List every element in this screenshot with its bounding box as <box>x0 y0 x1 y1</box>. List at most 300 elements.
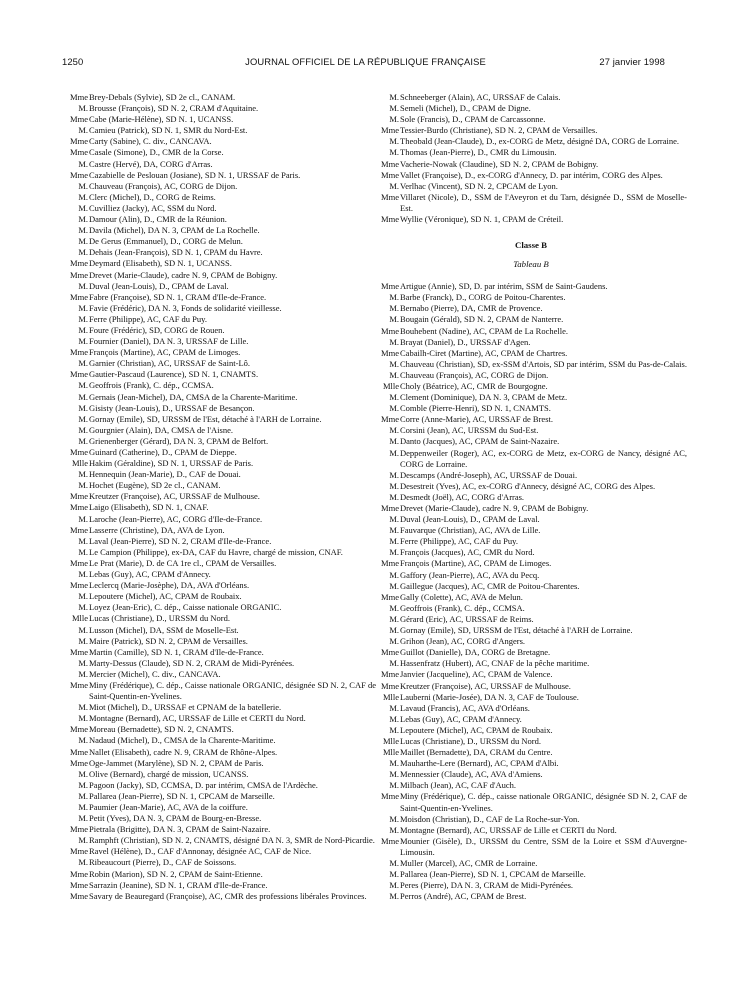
list-item <box>64 325 376 336</box>
entry-text: Lasserre (Christine), DA, AVA de Lyon. <box>89 524 225 535</box>
entry-text: Grienenberger (Gérard), DA N. 3, CPAM de Belfort. <box>89 435 269 446</box>
entry-text: Gornay (Emile), SD, URSSM de l'Est, détaché à l'ARH de Lorraine. <box>89 413 322 424</box>
title-of-address: Mme <box>70 502 88 513</box>
title-of-address: M. <box>389 358 399 369</box>
list-item <box>64 147 376 158</box>
entry-text: De Gerus (Emmanuel), D., CORG de Melun. <box>89 236 243 247</box>
entry-text: Choly (Béatrice), AC, CMR de Bourgogne. <box>400 380 548 391</box>
list-item <box>64 358 376 369</box>
title-of-address: Mme <box>381 835 399 846</box>
entry-text: Oge-Jammet (Marylène), SD N. 2, CPAM de Paris. <box>89 757 264 768</box>
list-item <box>64 380 376 391</box>
entry-text: Sole (Francis), D., CPAM de Carcassonne. <box>400 114 546 125</box>
entry-text: Tessier-Burdo (Christiane), SD N. 2, CPAM de Versailles. <box>400 125 598 136</box>
title-of-address: Mme <box>381 347 399 358</box>
list-item <box>375 448 687 470</box>
entry-text: Chauveau (François), AC, CORG de Dijon. <box>89 180 238 191</box>
entry-text: Maillet (Bernadette), DA, CRAM du Centre. <box>400 747 553 758</box>
title-of-address: M. <box>389 447 399 458</box>
list-item <box>375 114 687 125</box>
list-item <box>375 636 687 647</box>
list-item <box>375 880 687 891</box>
title-of-address: Mme <box>381 191 399 202</box>
list-item <box>64 458 376 469</box>
list-item <box>375 281 687 292</box>
entry-text: Dehais (Jean-François), SD N. 1, CPAM du Havre. <box>89 247 263 258</box>
list-item <box>375 681 687 692</box>
entry-text: Montagne (Bernard), AC, URSSAF de Lille et CERTI du Nord. <box>400 824 617 835</box>
title-of-address: M. <box>78 735 88 746</box>
list-item <box>375 125 687 136</box>
entry-text: Favie (Frédéric), DA N. 3, Fonds de solidarité vieillesse. <box>89 302 282 313</box>
entry-text: Duval (Jean-Louis), D., CPAM de Laval. <box>400 514 540 525</box>
list-item <box>64 392 376 403</box>
list-item <box>375 314 687 325</box>
list-item <box>64 625 376 636</box>
entry-text: Carty (Sabine), C. div., CANCAVA. <box>89 136 212 147</box>
list-item <box>64 114 376 125</box>
title-of-address: M. <box>78 225 88 236</box>
title-of-address: M. <box>389 525 399 536</box>
title-of-address: M. <box>389 580 399 591</box>
entry-text: Theobald (Jean-Claude), D., ex-CORG de Metz, désigné DA, CORG de Lorraine. <box>400 136 680 147</box>
title-of-address: M. <box>78 435 88 446</box>
entry-text: Casale (Simone), D., CMR de la Corse. <box>89 147 224 158</box>
entry-text: Fournier (Daniel), DA N. 3, URSSAF de Lille. <box>89 336 249 347</box>
entry-text: Lebas (Guy), AC, CPAM d'Annecy. <box>400 713 522 724</box>
entry-text: Hennequin (Jean-Marie), D., CAF de Douai. <box>89 469 241 480</box>
list-item <box>375 326 687 337</box>
list-item <box>64 613 376 624</box>
list-item <box>375 869 687 880</box>
list-item <box>64 103 376 114</box>
list-item <box>375 592 687 603</box>
list-item <box>64 491 376 502</box>
entry-text: Olive (Bernard), chargé de mission, UCANSS. <box>89 768 249 779</box>
entry-text: Mennessier (Claude), AC, AVA d'Amiens. <box>400 769 543 780</box>
entry-text: Brey-Debals (Sylvie), SD 2e cl., CANAM. <box>89 92 236 102</box>
list-item <box>375 147 687 158</box>
entry-text: Kreutzer (Françoise), AC, URSSAF de Mulhouse. <box>400 680 571 691</box>
title-of-address: M. <box>389 824 399 835</box>
list-item <box>64 669 376 680</box>
entry-text: Hakim (Géraldine), SD N. 1, URSSAF de Paris. <box>89 458 254 469</box>
entry-text: Ribeaucourt (Pierre), D., CAF de Soissons. <box>89 857 237 868</box>
list-item <box>64 747 376 758</box>
list-item <box>375 891 687 902</box>
list-item <box>64 125 376 136</box>
entry-text: Gaffory (Jean-Pierre), AC, AVA du Pecq. <box>400 569 540 580</box>
entry-text: Drevet (Marie-Claude), cadre N. 9, CPAM de Bobigny. <box>89 269 278 280</box>
list-item <box>64 591 376 602</box>
list-item <box>64 303 376 314</box>
entry-text: Vallet (Françoise), D., ex-CORG d'Annecy, D. par intérim, CORG des Alpes. <box>400 169 663 180</box>
list-item <box>375 348 687 359</box>
entry-text: Paumier (Jean-Marie), AC, AVA de la coiffure. <box>89 802 248 812</box>
title-of-address: M. <box>389 780 399 791</box>
list-item <box>375 470 687 481</box>
title-of-address: M. <box>389 758 399 769</box>
entry-text: Ramphft (Christian), SD N. 2, CNAMTS, désigné DA N. 3, SMR de Nord-Picardie. <box>89 835 375 846</box>
title-of-address: M. <box>78 214 88 225</box>
entry-text: Lusson (Michel), DA, SSM de Moselle-Est. <box>89 624 239 635</box>
list-item <box>375 725 687 736</box>
list-item <box>375 736 687 747</box>
list-item <box>375 503 687 514</box>
title-of-address: M. <box>78 413 88 424</box>
entry-text: Garnier (Christian), AC, URSSAF de Saint-Lô. <box>89 358 251 369</box>
entry-text: Bougain (Gérald), SD N. 2, CPAM de Nanterre. <box>400 314 564 325</box>
list-item <box>64 647 376 658</box>
list-item <box>64 281 376 292</box>
entry-text: Gautier-Pascaud (Laurence), SD N. 1, CNAMTS. <box>89 369 259 380</box>
title-of-address: Mme <box>70 746 88 757</box>
entry-text: Davila (Michel), DA N. 3, CPAM de La Rochelle. <box>89 225 260 236</box>
entry-text: Verlhac (Vincent), SD N. 2, CPCAM de Lyon. <box>400 180 558 191</box>
title-of-address: M. <box>389 880 399 891</box>
entry-text: Hassenfratz (Hubert), AC, CNAF de la pêche maritime. <box>400 658 590 669</box>
list-item <box>64 758 376 769</box>
title-of-address: M. <box>78 657 88 668</box>
title-of-address: Mme <box>70 890 88 901</box>
title-of-address: M. <box>78 790 88 801</box>
entry-text: Lepoutere (Michel), AC, CPAM de Roubaix. <box>89 591 242 602</box>
entry-text: Janvier (Jacqueline), AC, CPAM de Valence. <box>400 669 553 680</box>
list-item <box>64 835 376 846</box>
list-item <box>375 359 687 370</box>
list-item <box>64 181 376 192</box>
list-item <box>64 480 376 491</box>
list-item <box>375 481 687 492</box>
entry-text: Geoffrois (Frank), C. dép., CCMSA. <box>400 602 525 613</box>
title-of-address: M. <box>78 602 88 613</box>
list-item <box>64 292 376 303</box>
entry-text: Milbach (Jean), AC, CAF d'Auch. <box>400 780 517 791</box>
list-item <box>375 625 687 636</box>
entry-text: Robin (Marion), SD N. 2, CPAM de Saint-Etienne. <box>89 868 263 879</box>
entry-text: Miot (Michel), D., URSSAF et CPNAM de la batellerie. <box>89 702 282 713</box>
journal-title: JOURNAL OFFICIEL DE LA RÉPUBLIQUE FRANÇAISE <box>245 56 486 67</box>
entry-text: Comble (Pierre-Henri), SD N. 1, CNAMTS. <box>400 403 551 414</box>
list-item <box>64 447 376 458</box>
title-of-address: M. <box>389 480 399 491</box>
entry-text: Gourgnier (Alain), DA, CMSA de l'Aisne. <box>89 424 233 435</box>
title-of-address: Mme <box>381 125 399 136</box>
list-item <box>64 192 376 203</box>
title-of-address: Mlle <box>382 747 399 758</box>
title-of-address: M. <box>78 191 88 202</box>
title-of-address: M. <box>389 625 399 636</box>
title-of-address: M. <box>389 103 399 114</box>
entry-text: Mercier (Michel), C. div., CANCAVA. <box>89 668 221 679</box>
title-of-address: Mme <box>70 291 88 302</box>
list-item <box>64 469 376 480</box>
title-of-address: M. <box>78 535 88 546</box>
list-item <box>64 880 376 891</box>
entry-text: Le Campion (Philippe), ex-DA, CAF du Havre, chargé de mission, CNAF. <box>89 546 343 557</box>
entry-text: Artigue (Annie), SD, D. par intérim, SSM de Saint-Gaudens. <box>400 281 608 292</box>
list-item <box>64 514 376 525</box>
list-item <box>64 536 376 547</box>
title-of-address: M. <box>78 324 88 335</box>
list-item <box>375 214 687 225</box>
title-of-address: M. <box>389 547 399 558</box>
title-of-address: Mme <box>70 147 88 158</box>
entry-text: Gally (Colette), AC, AVA de Melun. <box>400 591 523 602</box>
title-of-address: Mme <box>70 724 88 735</box>
publication-date: 27 janvier 1998 <box>599 56 665 67</box>
list-item <box>375 181 687 192</box>
title-of-address: M. <box>78 569 88 580</box>
title-of-address: M. <box>389 702 399 713</box>
title-of-address: M. <box>78 635 88 646</box>
title-of-address: M. <box>389 314 399 325</box>
title-of-address: M. <box>389 336 399 347</box>
list-item <box>375 392 687 403</box>
list-item <box>64 580 376 591</box>
list-item <box>375 414 687 425</box>
list-item <box>64 846 376 857</box>
entry-text: Sarrazin (Jeanine), SD N. 1, CRAM d'Ile-de-France. <box>89 879 268 890</box>
title-of-address: M. <box>389 636 399 647</box>
title-of-address: Mme <box>70 169 88 180</box>
entry-text: Semeli (Michel), D., CPAM de Digne. <box>400 103 531 114</box>
list-item <box>375 436 687 447</box>
title-of-address: Mlle <box>382 691 399 702</box>
list-item <box>64 170 376 181</box>
right-column <box>375 92 687 902</box>
list-item <box>64 92 376 103</box>
entry-text: François (Jacques), AC, CMR du Nord. <box>400 547 535 558</box>
title-of-address: Mme <box>381 591 399 602</box>
list-item <box>64 525 376 536</box>
entry-text: Lucas (Christiane), D., URSSM du Nord. <box>89 613 230 624</box>
list-item <box>375 525 687 536</box>
entry-text: Gisisty (Jean-Louis), D., URSSAF de Besançon. <box>89 402 255 413</box>
list-item <box>375 136 687 147</box>
entry-text: Laroche (Jean-Pierre), AC, CORG d'Ile-de-France. <box>89 513 263 524</box>
title-of-address: Mme <box>70 258 88 269</box>
title-of-address: M. <box>78 702 88 713</box>
list-item <box>64 203 376 214</box>
list-item <box>64 314 376 325</box>
entry-text: Maire (Patrick), SD N. 2, CPAM de Versailles. <box>89 635 248 646</box>
entry-text: Camieu (Patrick), SD N. 1, SMR du Nord-Est. <box>89 125 248 136</box>
list-item <box>375 747 687 758</box>
list-item <box>375 558 687 569</box>
list-item <box>64 724 376 735</box>
list-item <box>64 802 376 813</box>
list-item <box>375 714 687 725</box>
title-of-address: Mme <box>381 414 399 425</box>
list-item <box>375 492 687 503</box>
title-of-address: Mme <box>381 158 399 169</box>
title-of-address: Mme <box>70 447 88 457</box>
entry-text: Kreutzer (Françoise), AC, URSSAF de Mulhouse. <box>89 491 260 502</box>
title-of-address: M. <box>78 591 88 602</box>
list-item <box>64 791 376 802</box>
entry-text: Gornay (Emile), SD, URSSM de l'Est, détaché à l'ARH de Lorraine. <box>400 625 633 636</box>
title-of-address: M. <box>389 813 399 824</box>
entry-text: Lebas (Guy), AC, CPAM d'Annecy. <box>89 569 211 580</box>
list-item <box>375 669 687 680</box>
entry-text: Duval (Jean-Louis), D., CPAM de Laval. <box>89 280 229 291</box>
list-item <box>375 103 687 114</box>
list-item <box>375 692 687 703</box>
page-number: 1250 <box>62 56 84 67</box>
list-item <box>64 547 376 558</box>
list-item <box>64 824 376 835</box>
entry-text: Laval (Jean-Pierre), SD N. 2, CRAM d'Ile-de-France. <box>89 535 272 546</box>
right-column-entries-bottom <box>375 281 687 902</box>
title-of-address: M. <box>389 514 399 525</box>
title-of-address: M. <box>78 768 88 779</box>
entry-text: Wyllie (Véronique), SD N. 1, CPAM de Créteil. <box>400 214 564 225</box>
title-of-address: Mme <box>381 169 399 180</box>
list-item <box>64 270 376 281</box>
list-item <box>64 403 376 414</box>
list-item <box>64 214 376 225</box>
list-item <box>375 337 687 348</box>
entry-text: Pallarea (Jean-Pierre), SD N. 1, CPCAM de Marseille. <box>400 869 586 880</box>
entry-text: Perros (André), AC, CPAM de Brest. <box>400 891 527 902</box>
list-item <box>375 536 687 547</box>
title-of-address: Mme <box>70 136 88 147</box>
title-of-address: Mme <box>70 369 88 380</box>
title-of-address: Mme <box>70 824 88 835</box>
title-of-address: Mme <box>70 347 88 358</box>
title-of-address: M. <box>78 402 88 413</box>
entry-text: Gérard (Eric), AC, URSSAF de Reims. <box>400 613 534 624</box>
list-item <box>64 225 376 236</box>
title-of-address: M. <box>389 392 399 403</box>
list-item <box>375 547 687 558</box>
title-of-address: Mme <box>70 846 88 857</box>
entry-text: Guillot (Danielle), DA, CORG de Bretagne. <box>400 647 551 658</box>
entry-text: Schneeberger (Alain), AC, URSSAF de Calais. <box>400 92 561 102</box>
title-of-address: M. <box>78 380 88 391</box>
entry-text: Deppenweiler (Roger), AC, ex-CORG de Metz, ex-CORG de Nancy, désigné AC, CORG de Lorraine. <box>400 447 687 469</box>
entry-text: Muller (Marcel), AC, CMR de Lorraine. <box>400 858 538 868</box>
title-of-address: M. <box>78 513 88 524</box>
title-of-address: M. <box>389 136 399 147</box>
title-of-address: M. <box>78 202 88 213</box>
list-item <box>375 92 687 103</box>
title-of-address: M. <box>78 713 88 724</box>
entry-text: Pagoon (Jacky), SD, CCMSA, D. par intérim, CMSA de l'Ardèche. <box>89 779 318 790</box>
entry-text: Lucas (Christiane), D., URSSM du Nord. <box>400 735 541 746</box>
entry-text: Foure (Frédéric), SD, CORG de Rouen. <box>89 324 225 335</box>
title-of-address: M. <box>78 813 88 824</box>
entry-text: Deymard (Elisabeth), SD N. 1, UCANSS. <box>89 258 232 269</box>
list-item <box>64 735 376 746</box>
list-item <box>64 425 376 436</box>
list-item <box>64 780 376 791</box>
entry-text: Grihon (Jean), AC, CORG d'Angers. <box>400 636 526 647</box>
entry-text: Cuvilliez (Jacky), AC, SSM du Nord. <box>89 202 217 213</box>
entry-text: Mounier (Gisèle), D., URSSM du Centre, SSM de la Loire et SSM d'Auvergne-Limousin. <box>400 835 687 857</box>
list-item <box>64 569 376 580</box>
list-item <box>64 769 376 780</box>
title-of-address: M. <box>389 769 399 780</box>
title-of-address: M. <box>78 835 88 846</box>
title-of-address: M. <box>389 869 399 880</box>
entry-text: François (Martine), AC, CPAM de Limoges. <box>400 558 552 569</box>
list-item <box>64 813 376 824</box>
title-of-address: M. <box>389 114 399 125</box>
title-of-address: M. <box>78 480 88 491</box>
entry-text: Barbe (Franck), D., CORG de Poitou-Charentes. <box>400 292 566 303</box>
entry-text: Lauberni (Marie-Josée), DA N. 3, CAF de Toulouse. <box>400 691 579 702</box>
title-of-address: Mme <box>70 557 88 568</box>
title-of-address: Mlle <box>71 458 88 469</box>
list-item <box>64 857 376 868</box>
entry-text: Vacherie-Nowak (Claudine), SD N. 2, CPAM de Bobigny. <box>400 158 599 169</box>
list-item <box>375 381 687 392</box>
entry-text: Brayat (Daniel), D., URSSAF d'Agen. <box>400 336 531 347</box>
list-item <box>375 791 687 813</box>
entry-text: Clerc (Michel), D., CORG de Reims. <box>89 191 216 202</box>
entry-text: Bernabo (Pierre), DA, CMR de Provence. <box>400 303 543 314</box>
title-of-address: M. <box>78 779 88 790</box>
title-of-address: M. <box>389 613 399 624</box>
list-item <box>375 170 687 181</box>
entry-text: Corre (Anne-Marie), AC, URSSAF de Brest. <box>400 414 553 425</box>
entry-text: Chauveau (François), AC, CORG de Dijon. <box>400 369 549 380</box>
title-of-address: M. <box>389 724 399 735</box>
list-item <box>375 570 687 581</box>
title-of-address: M. <box>389 425 399 436</box>
entry-text: Fabre (Françoise), SD N. 1, CRAM d'Ile-de-France. <box>89 291 267 302</box>
entry-text: Guinard (Catherine), D., CPAM de Dieppe. <box>89 447 237 457</box>
list-item <box>375 836 687 858</box>
left-column <box>64 92 376 902</box>
title-of-address: M. <box>78 158 88 169</box>
list-item <box>64 636 376 647</box>
title-of-address: M. <box>389 658 399 669</box>
list-item <box>375 758 687 769</box>
list-item <box>375 769 687 780</box>
title-of-address: Mme <box>381 325 399 336</box>
list-item <box>375 192 687 214</box>
entry-text: Loyez (Jean-Eric), C. dép., Caisse nationale ORGANIC. <box>89 602 282 613</box>
list-item <box>375 370 687 381</box>
entry-text: Cabailh-Ciret (Martine), AC, CPAM de Chartres. <box>400 347 568 358</box>
entry-text: Corsini (Jean), AC, URSSM du Sud-Est. <box>400 425 539 436</box>
entry-text: Ravel (Hélène), D., CAF d'Annonay, désignée AC, CAF de Nice. <box>89 846 312 857</box>
title-of-address: M. <box>389 602 399 613</box>
title-of-address: M. <box>78 247 88 258</box>
title-of-address: M. <box>389 891 399 902</box>
entry-text: Savary de Beauregard (Françoise), AC, CMR des professions libérales Provinces. <box>89 890 367 901</box>
title-of-address: M. <box>78 358 88 369</box>
list-item <box>375 614 687 625</box>
list-item <box>64 869 376 880</box>
list-item <box>375 403 687 414</box>
list-item <box>64 502 376 513</box>
entry-text: Moisdon (Christian), D., CAF de La Roche-sur-Yon. <box>400 813 580 824</box>
entry-text: Castre (Hervé), DA, CORG d'Arras. <box>89 158 213 169</box>
entry-text: Damour (Alin), D., CMR de la Réunion. <box>89 214 227 225</box>
title-of-address: Mme <box>70 580 88 591</box>
title-of-address: M. <box>389 92 399 102</box>
entry-text: Gernais (Jean-Michel), DA, CMSA de la Charente-Maritime. <box>89 391 298 402</box>
entry-text: Laigo (Elisabeth), SD N. 1, CNAF. <box>89 502 209 513</box>
entry-text: Clement (Dominique), DA N. 3, CPAM de Metz. <box>400 392 568 403</box>
entry-text: Brousse (François), SD N. 2, CRAM d'Aquitaine. <box>89 103 259 114</box>
list-item <box>64 336 376 347</box>
list-item <box>64 159 376 170</box>
